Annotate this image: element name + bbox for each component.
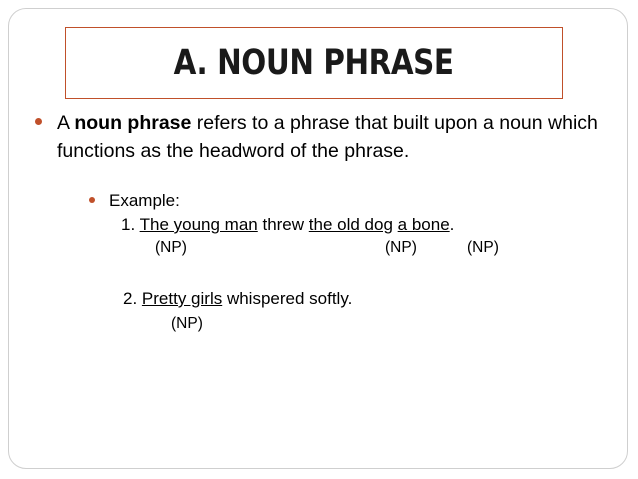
np-label-row-1 — [31, 239, 607, 261]
list-item — [121, 213, 607, 237]
page-title: A. NOUN PHRASE — [174, 43, 454, 83]
item-rest-2: whispered softly. — [222, 289, 353, 308]
item-period-1: . — [449, 215, 455, 234]
np-label: (NP) — [385, 239, 417, 256]
np-label: (NP) — [467, 239, 499, 256]
bullet-dot-icon — [89, 197, 95, 203]
np-label: (NP) — [171, 315, 203, 332]
slide-body — [31, 109, 607, 337]
main-bullet-suffix: refers to a phrase that built upon a noun which functions as the headword of the phrase. — [57, 112, 598, 162]
item-verb-1: threw — [257, 215, 309, 234]
item-np-3: a bone — [397, 215, 450, 234]
bullet-dot-icon — [35, 118, 42, 125]
slide-title-box — [65, 27, 563, 99]
main-bullet — [31, 109, 607, 165]
item-number: 1. — [121, 215, 136, 234]
example-bullet — [87, 189, 607, 213]
example-label: Example: — [109, 191, 180, 210]
item-number: 2. — [123, 289, 138, 308]
slide-canvas — [8, 8, 628, 469]
np-label-row-2 — [31, 315, 607, 337]
main-bullet-prefix: A — [57, 112, 75, 134]
np-label: (NP) — [155, 239, 187, 256]
main-bullet-bold-term: noun phrase — [74, 112, 192, 134]
item-np-2: the old dog — [308, 215, 393, 234]
item-np-1: The young man — [139, 215, 258, 234]
item-np-1: Pretty girls — [141, 289, 223, 308]
list-item — [123, 287, 607, 311]
